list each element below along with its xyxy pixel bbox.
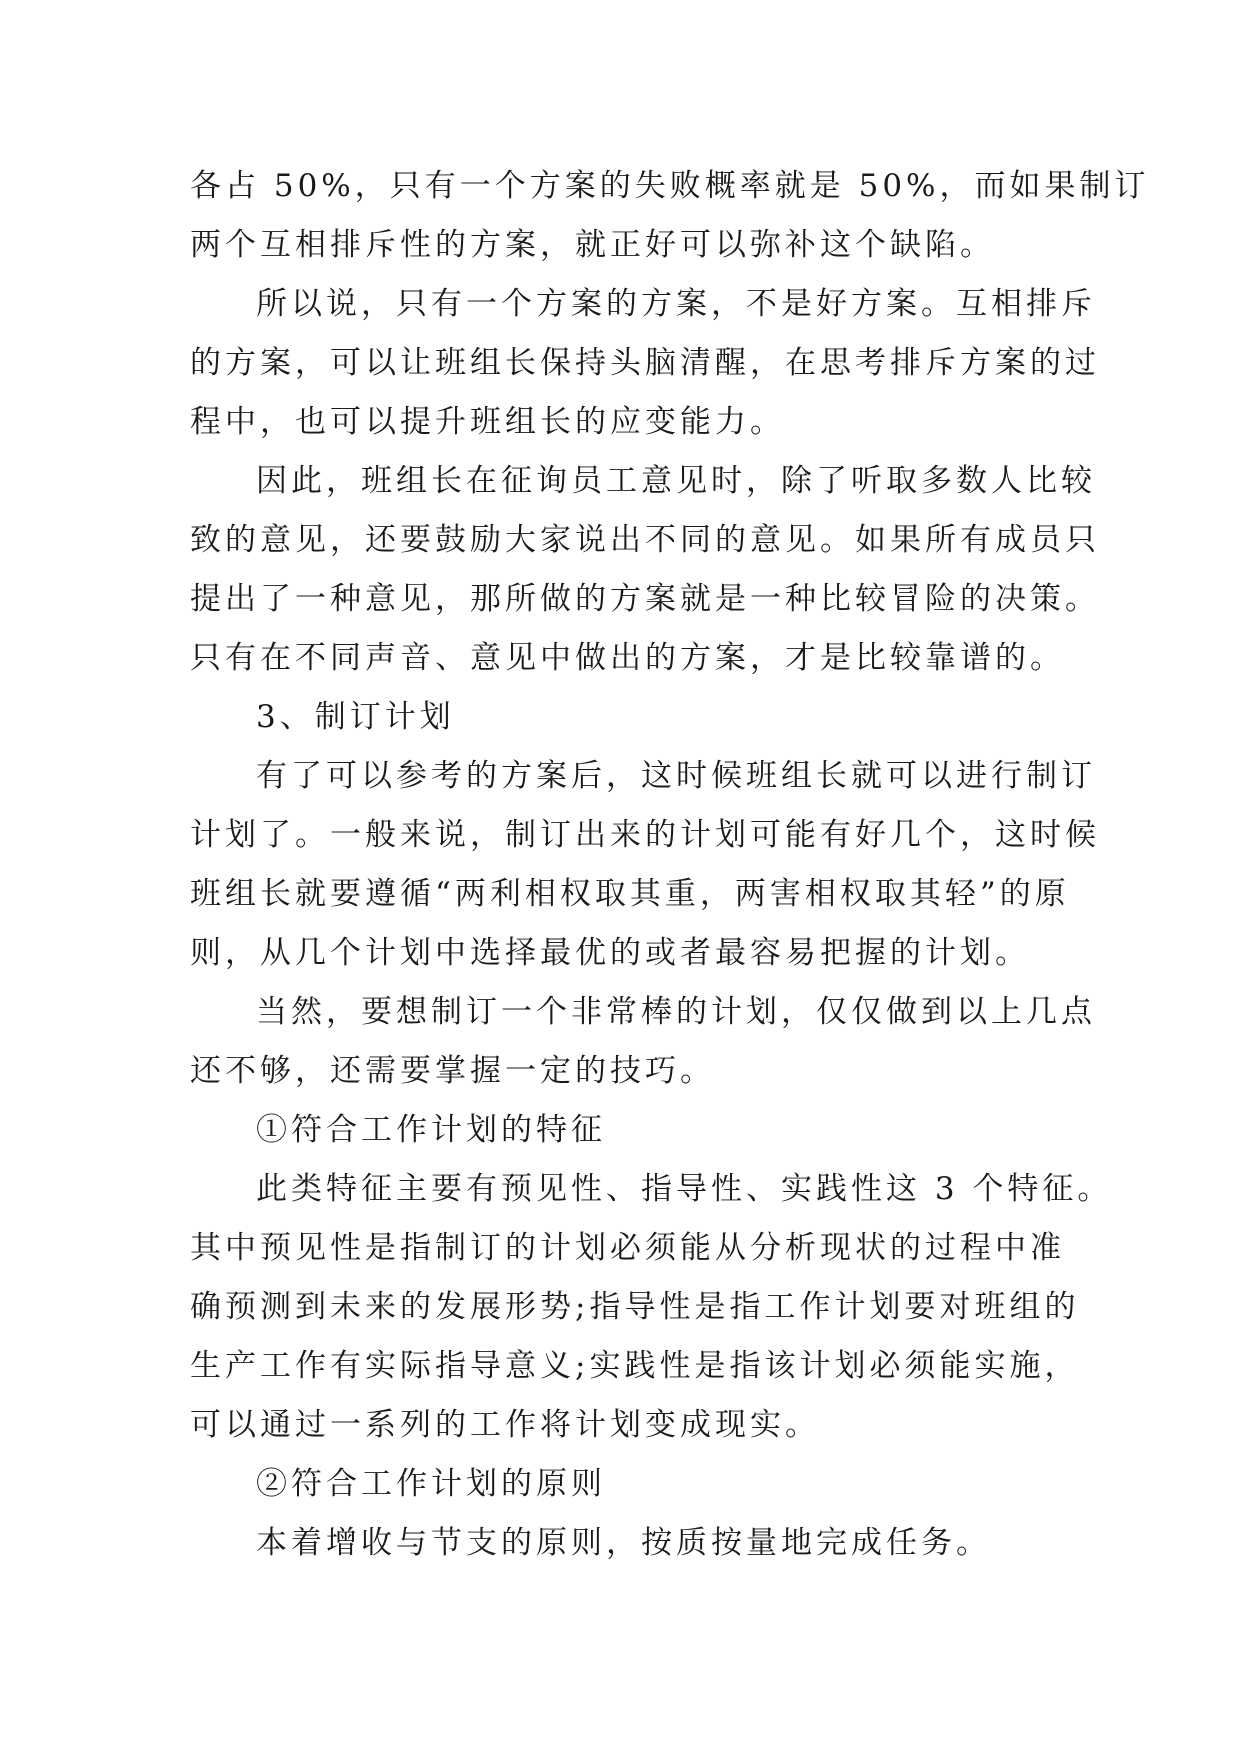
- text-line: 有了可以参考的方案后，这时候班组长就可以进行制订: [256, 758, 1096, 794]
- text-line: 程中，也可以提升班组长的应变能力。: [190, 404, 785, 440]
- text-line: 的方案，可以让班组长保持头脑清醒，在思考排斥方案的过: [190, 345, 1100, 381]
- text-line: 3、制订计划: [256, 699, 455, 735]
- text-line: 各占 50%，只有一个方案的失败概率就是 50%，而如果制订: [190, 168, 1150, 204]
- text-line: 当然，要想制订一个非常棒的计划，仅仅做到以上几点: [256, 994, 1096, 1030]
- text-line: 确预测到未来的发展形势;指导性是指工作计划要对班组的: [190, 1289, 1080, 1325]
- text-line: 本着增收与节支的原则，按质按量地完成任务。: [256, 1525, 991, 1561]
- text-line: 班组长就要遵循“两利相权取其重，两害相权取其轻”的原: [190, 876, 1070, 912]
- text-line: 致的意见，还要鼓励大家说出不同的意见。如果所有成员只: [190, 522, 1100, 558]
- text-line: 其中预见性是指制订的计划必须能从分析现状的过程中准: [190, 1230, 1065, 1266]
- text-line: 所以说，只有一个方案的方案，不是好方案。互相排斥: [256, 286, 1096, 322]
- text-line: 提出了一种意见，那所做的方案就是一种比较冒险的决策。: [190, 581, 1100, 617]
- text-line: 还不够，还需要掌握一定的技巧。: [190, 1053, 715, 1089]
- text-line: 则，从几个计划中选择最优的或者最容易把握的计划。: [190, 935, 1030, 971]
- text-line: ①符合工作计划的特征: [256, 1112, 606, 1148]
- text-line: 只有在不同声音、意见中做出的方案，才是比较靠谱的。: [190, 640, 1065, 676]
- text-line: 可以通过一系列的工作将计划变成现实。: [190, 1407, 820, 1443]
- text-line: 此类特征主要有预见性、指导性、实践性这 3 个特征。: [256, 1171, 1113, 1207]
- text-line: 因此，班组长在征询员工意见时，除了听取多数人比较: [256, 463, 1096, 499]
- text-line: 计划了。一般来说，制订出来的计划可能有好几个，这时候: [190, 817, 1100, 853]
- text-line: 生产工作有实际指导意义;实践性是指该计划必须能实施，: [190, 1348, 1080, 1384]
- text-line: ②符合工作计划的原则: [256, 1466, 606, 1502]
- text-line: 两个互相排斥性的方案，就正好可以弥补这个缺陷。: [190, 227, 995, 263]
- body-text: [190, 157, 1150, 1573]
